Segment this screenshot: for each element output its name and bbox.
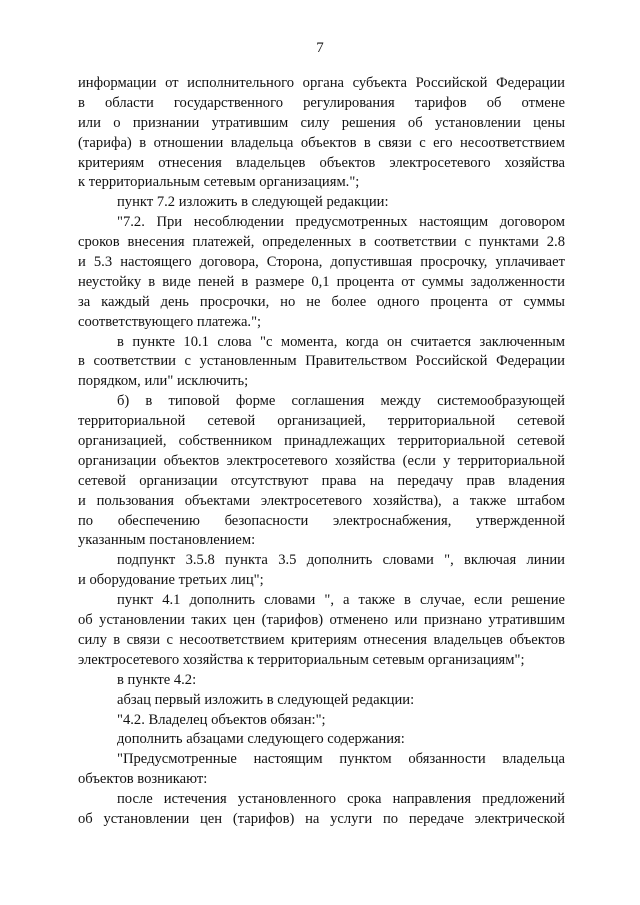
text-line: об установлении таких цен (тарифов) отменено или признано утратившим	[78, 612, 565, 629]
paragraph	[78, 730, 565, 750]
text-line: об установлении цен (тарифов) на услуги по передаче электрической	[78, 810, 565, 827]
text-line: неустойку в виде пеней в размере 0,1 процента от суммы задолженности	[78, 273, 565, 290]
text-line: и оборудование третьих лиц";	[78, 572, 264, 589]
text-line: в соответствии с установленным Правительством Российской Федерации	[78, 353, 565, 370]
text-line: в пункте 10.1 слова "с момента, когда он считается заключенным	[117, 333, 565, 350]
text-line: абзац первый изложить в следующей редакции:	[117, 691, 415, 708]
paragraph	[78, 333, 565, 393]
text-line: после истечения установленного срока направления предложений	[117, 791, 565, 808]
text-line: пункт 7.2 изложить в следующей редакции:	[117, 194, 389, 211]
text-line: указанным постановлением:	[78, 532, 256, 549]
text-line: дополнить абзацами следующего содержания:	[117, 731, 405, 748]
text-line: соответствующего платежа.";	[78, 313, 262, 330]
text-line: организацией, собственником принадлежащих территориальной сетевой	[78, 433, 565, 450]
document-body	[78, 74, 565, 830]
text-line: "7.2. При несоблюдении предусмотренных настоящим договором	[117, 214, 565, 231]
text-line: к территориальным сетевым организациям.";	[78, 174, 360, 191]
paragraph	[78, 750, 565, 790]
text-line: и пользования объектами электросетевого хозяйства), а также штабом	[78, 492, 565, 509]
paragraph	[78, 392, 565, 551]
text-line: "Предусмотренные настоящим пунктом обязанности владельца	[117, 751, 565, 768]
text-line: б) в типовой форме соглашения между системообразующей	[117, 393, 565, 410]
text-line: сроков внесения платежей, определенных в соответствии с пунктами 2.8	[78, 234, 565, 251]
text-line: сетевой организации отсутствуют права на передачу прав владения	[78, 472, 565, 489]
paragraph	[78, 691, 565, 711]
text-line: в пункте 4.2:	[117, 671, 197, 688]
text-line: подпункт 3.5.8 пункта 3.5 дополнить словами ", включая линии	[117, 552, 565, 569]
text-line: и 5.3 настоящего договора, Сторона, допустившая просрочку, уплачивает	[78, 254, 565, 271]
text-line: организации объектов электросетевого хозяйства (если у территориальной	[78, 452, 565, 469]
paragraph	[78, 671, 565, 691]
text-line: "4.2. Владелец объектов обязан:";	[117, 711, 326, 728]
text-line: (тарифа) в отношении владельца объектов в связи с его несоответствием	[78, 134, 565, 151]
text-line: пункт 4.1 дополнить словами ", а также в случае, если решение	[117, 592, 565, 609]
paragraph	[78, 213, 565, 332]
page-number: 7	[316, 40, 324, 56]
text-line: за каждый день просрочки, но не более одного процента от суммы	[78, 293, 565, 310]
paragraph	[78, 591, 565, 671]
text-line: информации от исполнительного органа субъекта Российской Федерации	[78, 75, 565, 91]
paragraph	[78, 193, 565, 213]
paragraph	[78, 711, 565, 731]
text-line: порядком, или" исключить;	[78, 373, 249, 390]
text-line: или о признании утратившим силу решения об установлении цены	[78, 114, 565, 131]
text-line: в области государственного регулирования тарифов об отмене	[78, 94, 565, 111]
text-line: объектов возникают:	[78, 771, 208, 788]
text-line: по обеспечению безопасности электроснабжения, утвержденной	[78, 512, 565, 529]
paragraph	[78, 551, 565, 591]
text-line: силу в связи с несоответствием критериям отнесения владельцев объектов	[78, 631, 565, 648]
paragraph	[78, 74, 565, 193]
text-line: электросетевого хозяйства к территориальным сетевым организациям";	[78, 651, 525, 668]
text-line: критериям отнесения владельцев объектов электросетевого хозяйства	[78, 154, 565, 171]
text-line: территориальной сетевой организацией, территориальной сетевой	[78, 413, 565, 430]
paragraph	[78, 790, 565, 830]
